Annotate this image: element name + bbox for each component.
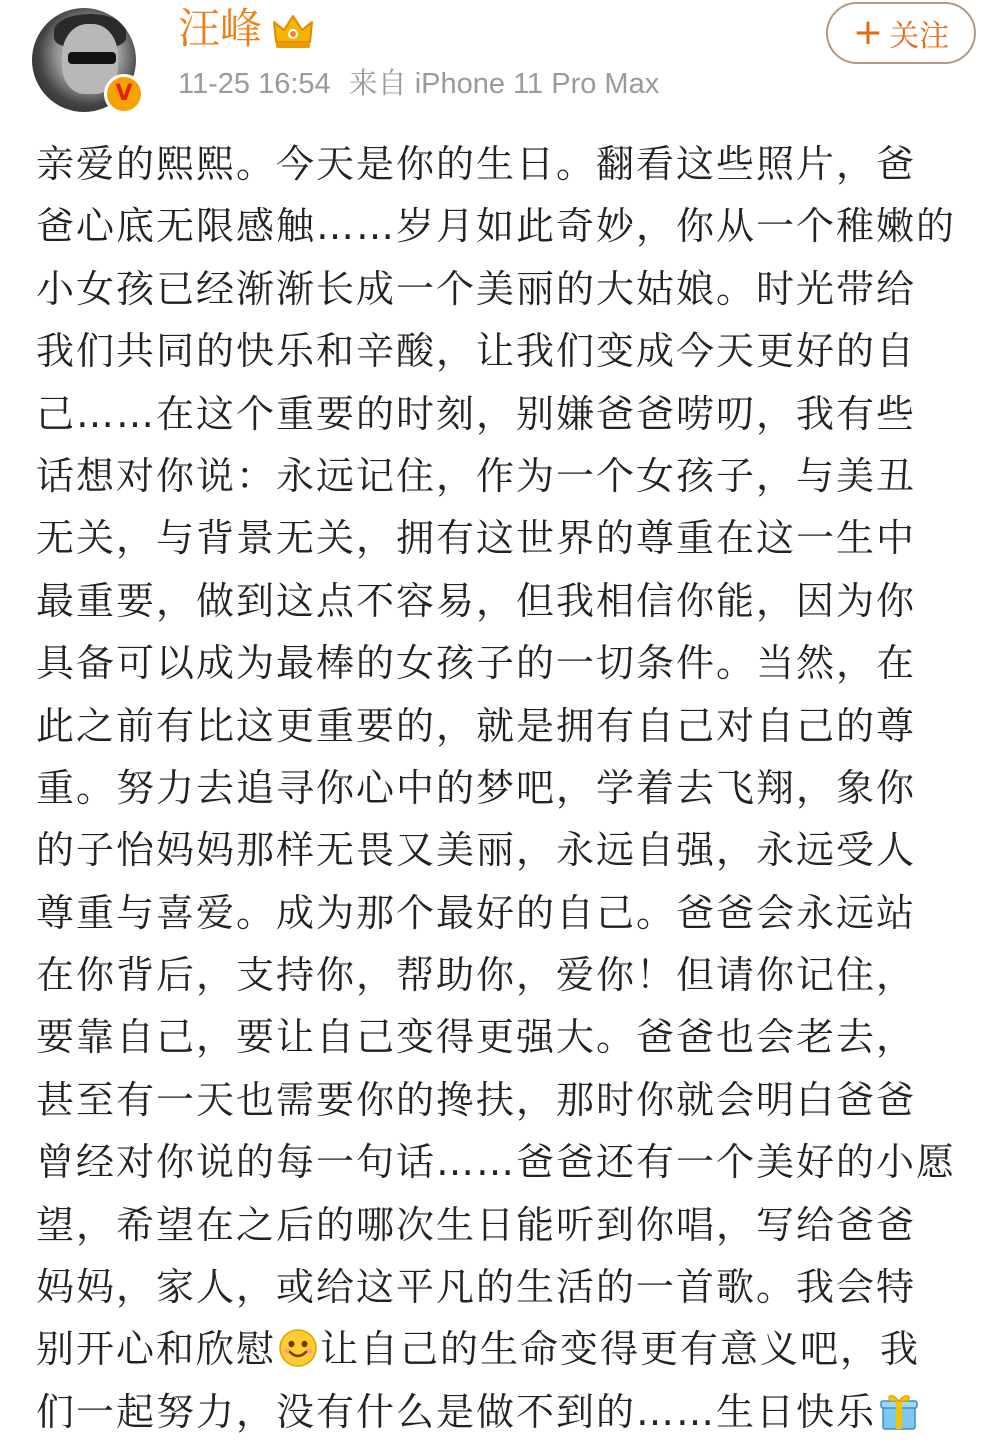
- post-text-line: 具备可以成为最棒的女孩子的一切条件。当然，在: [36, 641, 917, 686]
- post-body: [36, 133, 972, 1443]
- follow-button[interactable]: [826, 2, 976, 64]
- post-text-line: 甚至有一天也需要你的搀扶，那时你就会明白爸爸: [36, 1077, 917, 1122]
- post-text-segment: 别开心和欣慰: [36, 1327, 277, 1372]
- post-text-line: 望，希望在之后的哪次生日能听到你唱，写给爸爸: [36, 1202, 917, 1247]
- post-text-line: 重。努力去追寻你心中的梦吧，学着去飞翔，象你: [36, 765, 917, 810]
- post-source[interactable]: 来自 iPhone 11 Pro Max: [348, 68, 660, 100]
- post-meta: [178, 66, 659, 102]
- post-text-line: 亲爱的熙熙。今天是你的生日。翻看这些照片，爸: [36, 142, 917, 186]
- post-text-segment: 让自己的生命变得更有意义吧，我: [320, 1327, 921, 1372]
- smile-emoji-icon: [278, 1328, 318, 1368]
- post-timestamp: 11-25 16:54: [178, 68, 331, 100]
- avatar-glasses: [68, 52, 116, 64]
- post-text-line: 最重要，做到这点不容易，但我相信你能，因为你: [36, 578, 917, 623]
- post-text-line: 话想对你说：永远记住，作为一个女孩子，与美丑: [36, 453, 917, 498]
- post-text-line: 的子怡妈妈那样无畏又美丽，永远自强，永远受人: [36, 828, 917, 873]
- post-text-line: 尊重与喜爱。成为那个最好的自己。爸爸会永远站: [36, 890, 917, 935]
- post-text-line: 曾经对你说的每一句话……爸爸还有一个美好的小愿: [36, 1140, 957, 1185]
- post-text-line: [36, 1381, 972, 1443]
- username[interactable]: 汪峰: [178, 4, 263, 53]
- crown-icon: [270, 12, 316, 50]
- post-text-line: 在你背后，支持你，帮助你，爱你！但请你记住，: [36, 953, 917, 998]
- post-text-line: [36, 1318, 972, 1380]
- post-text-line: 己……在这个重要的时刻，别嫌爸爸唠叨，我有些: [36, 391, 917, 436]
- gift-emoji-icon: [878, 1390, 920, 1432]
- post-text-segment: 们一起努力，没有什么是做不到的……生日快乐: [36, 1389, 877, 1434]
- post-header: [0, 0, 1000, 118]
- follow-label: 关注: [889, 19, 950, 54]
- post-text-line: 小女孩已经渐渐长成一个美丽的大姑娘。时光带给: [36, 266, 917, 311]
- post-text-line: 爸心底无限感触……岁月如此奇妙，你从一个稚嫩的: [36, 204, 957, 249]
- post-text-line: 妈妈，家人，或给这平凡的生活的一首歌。我会特: [36, 1265, 917, 1310]
- post-text-line: 要靠自己，要让自己变得更强大。爸爸也会老去，: [36, 1015, 917, 1060]
- post-text-line: 无关，与背景无关，拥有这世界的尊重在这一生中: [36, 516, 917, 561]
- post-text-line: 我们共同的快乐和辛酸，让我们变成今天更好的自: [36, 329, 917, 374]
- verified-badge-icon: V: [104, 74, 144, 114]
- plus-icon: +: [852, 12, 884, 53]
- post-text-line: 此之前有比这更重要的，就是拥有自己对自己的尊: [36, 703, 917, 748]
